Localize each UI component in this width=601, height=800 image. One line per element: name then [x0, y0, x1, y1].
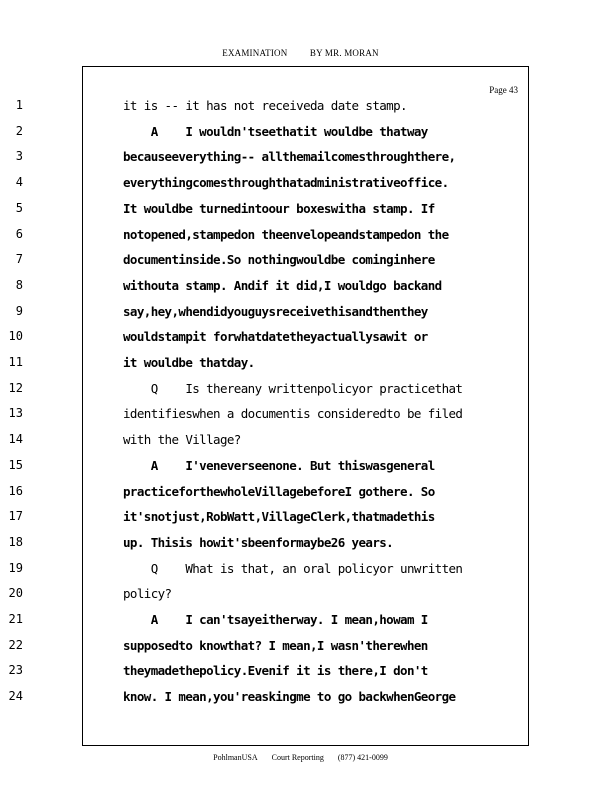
line-number: 17	[8, 509, 23, 524]
line-text: up. Thisis howit'sbeenformaybe26 years.	[123, 534, 394, 550]
transcript-line	[8, 457, 528, 484]
line-number: 1	[15, 98, 23, 112]
transcript-line	[8, 663, 528, 689]
line-number: 9	[15, 303, 23, 318]
page-header	[0, 48, 601, 58]
page-number: Page 43	[489, 85, 518, 95]
transcript-page	[8, 66, 529, 746]
line-text: wouldstampit forwhatdatetheyactuallysawit or	[123, 329, 428, 345]
line-text: with the Village?	[123, 432, 241, 448]
line-text: Q Is thereany writtenpolicyor practicethat	[123, 380, 463, 396]
header-examiner: BY MR. MORAN	[309, 48, 379, 58]
transcript-line	[15, 277, 528, 304]
line-text: identifieswhen a documentis consideredto be filed	[123, 406, 463, 422]
transcript-line	[8, 612, 528, 638]
line-text: notopened,stampedon theenvelopeandstampedon the	[123, 226, 449, 242]
line-text: Q What is that, an oral policyor unwritten	[123, 560, 463, 576]
line-text: A I wouldn'tseethatit wouldbe thatway	[123, 123, 428, 139]
page-footer	[0, 753, 601, 762]
transcript-line	[8, 689, 528, 715]
transcript-line	[15, 226, 528, 253]
transcript-line	[8, 560, 528, 587]
line-number: 24	[8, 689, 23, 704]
transcript-line	[8, 586, 528, 612]
transcript-line	[8, 534, 528, 561]
transcript-line	[8, 406, 528, 432]
line-number: 22	[8, 637, 23, 652]
line-text: say,hey,whendidyouguysreceivethisandthenthey	[123, 303, 428, 319]
line-number: 14	[8, 432, 23, 447]
line-number: 10	[8, 329, 23, 344]
line-number: 23	[8, 663, 23, 678]
footer-service: Court Reporting	[271, 753, 324, 762]
line-text: A I'veneverseenone. But thiswasgeneral	[123, 457, 435, 473]
line-text: withouta stamp. Andif it did,I wouldgo backand	[123, 277, 442, 293]
line-number: 5	[15, 200, 23, 215]
transcript-line	[8, 432, 528, 458]
line-number: 8	[15, 277, 23, 292]
line-text: theymadethepolicy.Evenif it is there,I don't	[123, 663, 428, 679]
transcript-line	[8, 483, 528, 510]
transcript-line	[8, 637, 528, 664]
line-text: documentinside.So nothingwouldbe cominginhere	[123, 252, 435, 268]
line-number: 11	[8, 355, 23, 369]
line-number: 7	[15, 252, 23, 267]
line-text: practiceforthewholeVillagebeforeI gothere. So	[123, 483, 435, 499]
line-text: supposedto knowthat? I mean,I wasn'therewhen	[123, 637, 428, 653]
line-number: 15	[8, 457, 23, 472]
transcript-line	[8, 380, 528, 407]
line-text: policy?	[123, 586, 172, 602]
line-number: 16	[8, 483, 23, 498]
line-text: know. I mean,you'reaskingme to go backwhenGeorge	[123, 689, 456, 705]
footer-phone: (877) 421-0099	[337, 753, 388, 762]
line-number: 12	[8, 380, 23, 395]
line-number: 19	[8, 560, 23, 575]
transcript-line	[15, 98, 528, 124]
line-number: 6	[15, 226, 23, 241]
transcript-line	[15, 123, 528, 150]
line-number: 4	[15, 175, 23, 190]
line-number: 13	[8, 406, 23, 421]
line-text: It wouldbe turnedintoour boxeswitha stamp. If	[123, 200, 435, 216]
transcript-line	[8, 355, 528, 381]
transcript-line	[8, 509, 528, 535]
footer-company: PohlmanUSA	[213, 753, 258, 762]
line-number: 20	[8, 586, 23, 601]
line-text: becauseeverything-- allthemailcomesthroughthere,	[123, 149, 456, 165]
line-text: A I can'tsayeitherway. I mean,howam I	[123, 612, 428, 627]
line-text: everythingcomesthroughthatadministrativeoffice.	[123, 175, 449, 191]
line-number: 2	[15, 123, 23, 138]
transcript-line	[15, 252, 528, 278]
transcript-line	[15, 200, 528, 227]
line-text: it'snotjust,RobWatt,VillageClerk,thatmadethis	[123, 509, 435, 525]
transcript-line	[15, 303, 528, 330]
transcript-line	[15, 175, 528, 201]
line-number: 18	[8, 534, 23, 549]
line-number: 3	[15, 149, 23, 164]
transcript-line	[15, 149, 528, 175]
line-number: 21	[8, 612, 23, 626]
header-section: EXAMINATION	[222, 48, 288, 58]
line-text: it wouldbe thatday.	[123, 355, 255, 370]
transcript-line	[8, 329, 528, 355]
line-text: it is -- it has not receiveda date stamp.	[123, 98, 407, 113]
